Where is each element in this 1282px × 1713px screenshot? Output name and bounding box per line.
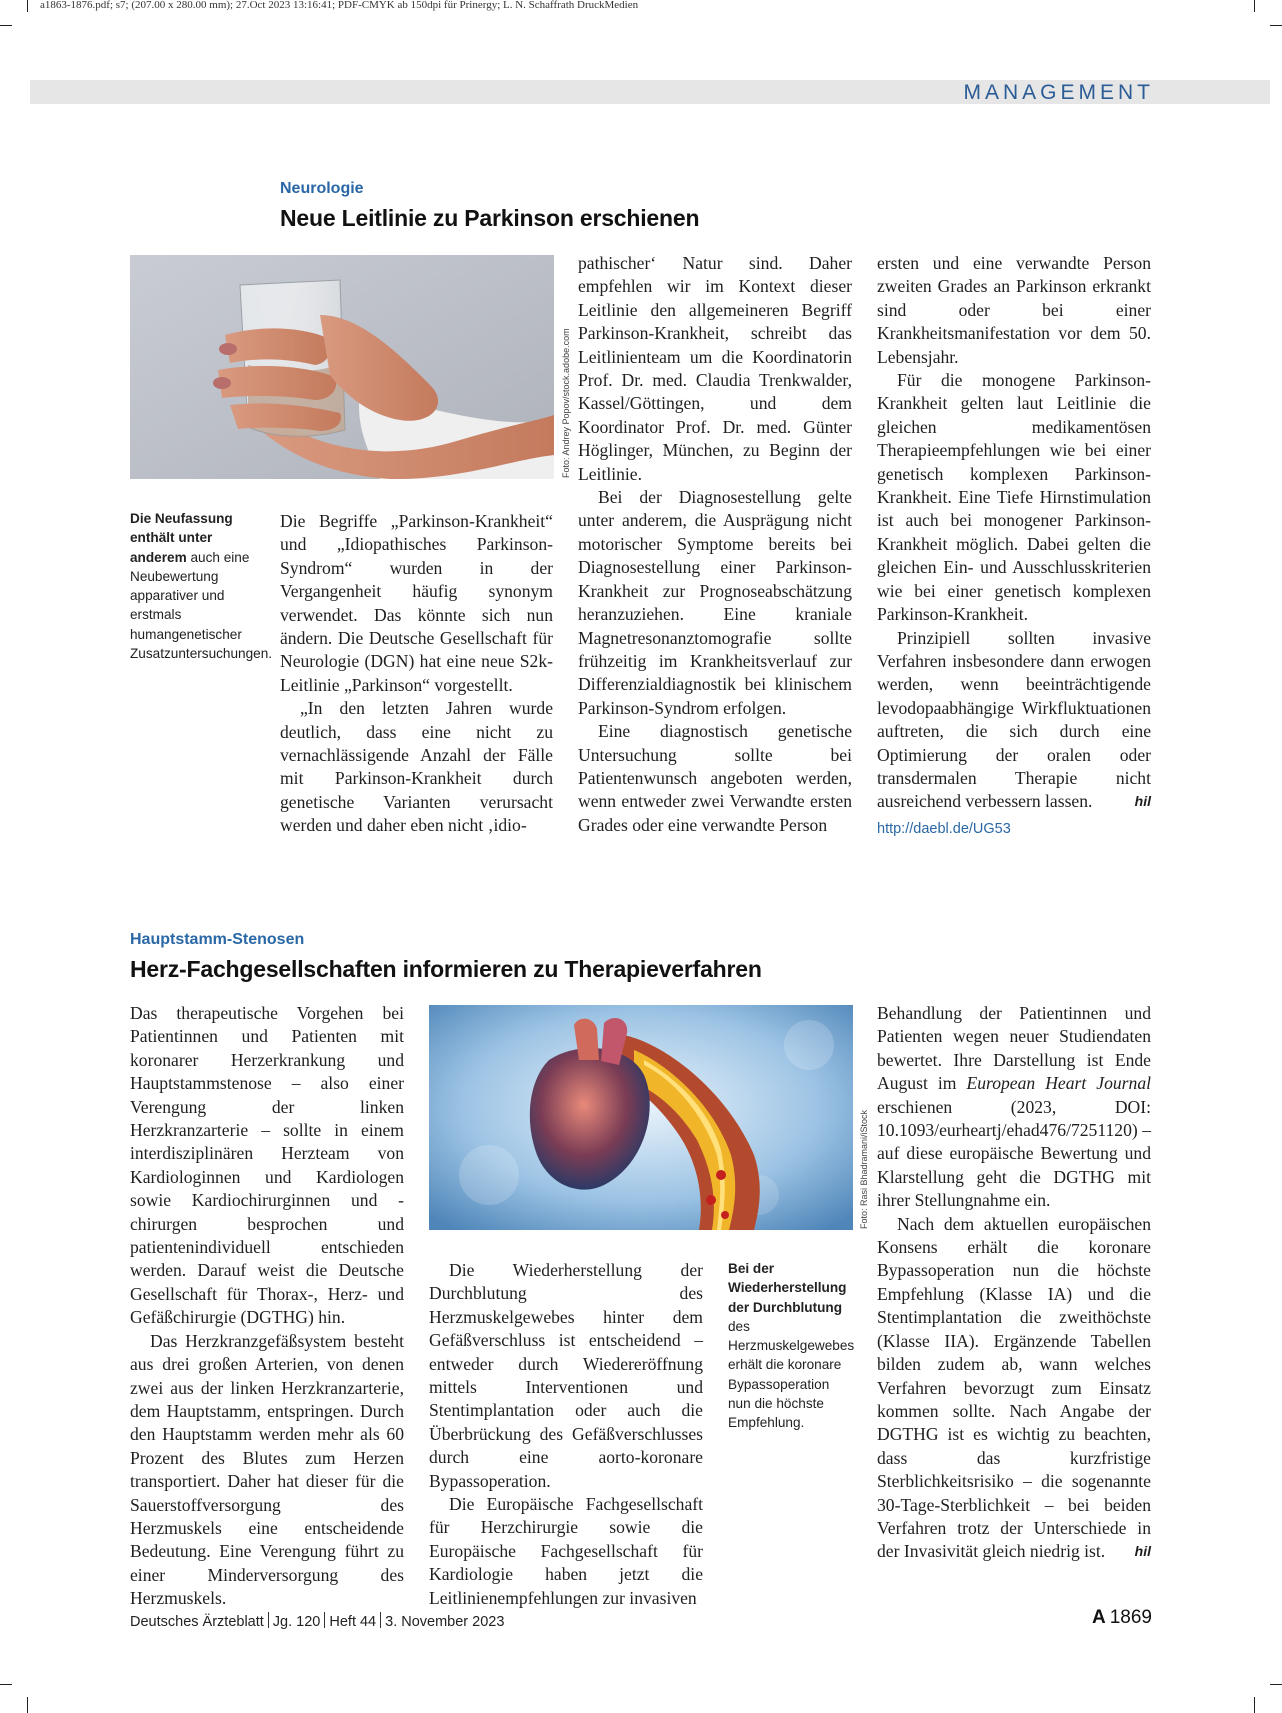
paragraph: Das therapeutische Vorgehen bei Patientinnen und Patienten mit koronarer Herzerkrankung und Hauptstammstenose – also einer Verengung der linken Herzkranzarterie – sollte in einem interdisziplinären Herzteam von Kardiologinnen und Kardiologen sowie Kardiochirurginnen und -chirurgen besprochen und patientenindividuell entschieden werden. Darauf weist die Deutsche Gesellschaft für Thorax-, Herz- und Gefäßchirurgie (DGTHG) hin. [130, 1003, 404, 1328]
section-label: MANAGEMENT [963, 81, 1154, 104]
footer-volume: Jg. 120 [272, 1614, 321, 1630]
paragraph: Die Europäische Fachgesellschaft für Herzchirurgie sowie die Europäische Fachgesellschaft für Kardiologie haben jetzt die Leitlinienempfehlungen zur invasiven [429, 1494, 703, 1608]
paragraph: Eine diagnostisch genetische Untersuchung sollte bei Patientenwunsch angeboten werden, wenn entweder zwei Verwandte ersten Grades oder eine verwandte Person [578, 721, 852, 835]
paragraph-text: erschienen (2023, DOI: 10.1093/eurheartj/ehad476/7251120) – auf diese europäische Bewertung und Klarstellung geht die DGTHG mit ihrer Stellungnahme ein. [877, 1096, 1151, 1211]
paragraph: Für die monogene Parkinson-Krankheit gelten laut Leitlinie die gleichen medikamentösen Therapieempfehlungen wie bei einer genetisch komplexen Parkinson-Krankheit. Eine Tiefe Hirnstimulation ist auch bei monogener Parkinson-Krankheit möglich. Dabei gelten die gleichen Ein- und Ausschlusskriterien wie bei einer genetisch komplexen Parkinson-Krankheit. [877, 370, 1151, 625]
paragraph: Die Wiederherstellung der Durchblutung des Herzmuskelgewebes hinter dem Gefäßverschluss ist entscheidend – entweder durch Wiedereröffnung mittels Interventionen und Stentimplantation oder auch die Überbrückung des Gefäßverschlusses durch eine aorto-koronare Bypassoperation. [429, 1260, 703, 1491]
article2-column-3 [877, 1002, 1151, 1564]
print-slug-line: a1863-1876.pdf; s7; (207.00 x 280.00 mm); 27.Oct 2023 13:16:41; PDF-CMYK ab 150dpi für Prinergy; L. N. Schaffrath DruckMedien [40, 0, 639, 11]
footer-separator [268, 1612, 269, 1628]
footer-separator [380, 1612, 381, 1628]
crop-mark [1270, 25, 1282, 26]
journal-name: European Heart Journal [966, 1073, 1152, 1094]
author-signature: hil [1134, 1543, 1151, 1560]
author-signature: hil [1134, 793, 1151, 810]
crop-mark [0, 1684, 12, 1685]
paragraph: ersten und eine verwandte Person zweiten Grades an Parkinson erkrankt sind oder bei einer Krankheitsmanifestation vor dem 50. Lebensjahr. [877, 253, 1151, 367]
article1-caption [130, 509, 273, 663]
article1-kicker: Neurologie [280, 180, 364, 197]
article1-headline: Neue Leitlinie zu Parkinson erschienen [280, 205, 700, 231]
paragraph-text: Nach dem aktuellen europäischen Konsens erhält die koronare Bypassoperation nun die höchste Empfehlung (Klasse IA) und die Stentimplantation die zweithöchste (Klasse IIA). Ergänzende Tabellen bilden zudem ab, wann welches Verfahren bevorzugt zum Einsatz kommen sollte. Nach Angabe der DGTHG ist es wichtig zu beachten, dass das kurzfristige Sterblichkeitsrisiko – die sogenannte 30-Tage-Sterblichkeit – bei beiden Verfahren trotz der Unterschiede in der Invasivität gleich niedrig ist. [877, 1213, 1151, 1562]
crop-mark [27, 1697, 28, 1713]
paragraph [877, 627, 1151, 814]
paragraph [877, 1002, 1151, 1213]
crop-mark [1270, 1684, 1282, 1685]
footer-journal: Deutsches Ärzteblatt [130, 1614, 264, 1630]
article1-photo-hand-with-glass [130, 255, 554, 479]
article2-photo-credit: Foto: Rasi Bhadramani/iStock [859, 1109, 869, 1229]
article1-photo-credit: Foto: Andrey Popov/stock.adobe.com [561, 328, 571, 478]
paragraph: „In den letzten Jahren wurde deutlich, dass eine nicht zu vernachlässigende Anzahl der Fälle mit Parkinson-Krankheit durch genetische Varianten verursacht werden und daher eben nicht ‚idio- [280, 698, 553, 836]
article1-link[interactable]: http://daebl.de/UG53 [877, 820, 1011, 837]
paragraph [877, 1213, 1151, 1564]
paragraph: pathischer‘ Natur sind. Daher empfehlen wir im Kontext dieser Leitlinie den allgemeineren Begriff Parkinson-Krankheit, schreibt das Leitlinienteam um die Koordinatorin Prof. Dr. med. Claudia Trenkwalder, Kassel/Göttingen, und dem Koordinator Prof. Dr. med. Günter Höglinger, München, zu Beginn der Leitlinie. [578, 253, 852, 484]
crop-mark [27, 0, 28, 12]
article2-kicker: Hauptstamm-Stenosen [130, 931, 305, 948]
article2-column-1 [130, 1002, 404, 1611]
paragraph: Die Begriffe „Parkinson-Krankheit“ und „Idiopathisches Parkinson-Syndrom“ wurden in der Vergangenheit häufig synonym verwendet. Das könnte sich nun ändern. Die Deutsche Gesellschaft für Neurologie (DGN) hat eine neue S2k-Leitlinie „Parkinson“ vorgestellt. [280, 511, 553, 695]
crop-mark [1254, 1697, 1255, 1713]
crop-mark [1254, 0, 1255, 12]
page-number-value: 1869 [1109, 1607, 1152, 1628]
article1-column-2 [578, 252, 852, 837]
article2-photo-heart-illustration [429, 1005, 853, 1230]
article1-column-1 [280, 510, 553, 838]
article1-caption-lead: Die Neufassung enthält unter anderem [130, 511, 233, 565]
footer-date: 3. November 2023 [385, 1614, 505, 1630]
article2-caption-lead: Bei der Wiederherstellung der Durchblutung [728, 1261, 847, 1315]
article2-column-2 [429, 1259, 703, 1610]
footer-publication-info [130, 1612, 504, 1630]
article2-headline: Herz-Fachgesellschaften informieren zu Therapieverfahren [130, 956, 762, 982]
footer-issue: Heft 44 [329, 1614, 377, 1630]
article1-column-3 [877, 252, 1151, 841]
article2-caption-text: des Herzmuskelgewebes erhält die koronare Bypassoperation nun die höchste Empfehlung. [728, 1318, 855, 1431]
footer-separator [324, 1612, 325, 1628]
article1-caption-text: auch eine Neubewertung apparativer und erstmals humangenetischer Zusatzuntersuchungen. [130, 549, 273, 662]
paragraph: Bei der Diagnosestellung gelte unter anderem, die Ausprägung nicht motorischer Symptome bereits bei Diagnosestellung einer Parkinson-Krankheit zur Prognoseabschätzung heranzuziehen. Eine kraniale Magnetresonanztomografie sollte frühzeitig im Krankheitsverlauf zur Differenzialdiagnostik bei klinischem Parkinson-Syndrom erfolgen. [578, 487, 852, 718]
page-prefix: A [1091, 1607, 1106, 1628]
paragraph: Das Herzkranzgefäßsystem besteht aus drei großen Arterien, von denen zwei aus der linken Herzkranzarterie, dem Hauptstamm, entspringen. Durch den Hauptstamm werden mehr als 60 Prozent des Blutes zum Herzen transportiert. Daher hat dieser für die Sauerstoffversorgung des Herzmuskels eine entscheidende Bedeutung. Eine Verengung führt zu einer Minderversorgung des Herzmuskels. [130, 1330, 404, 1609]
article2-caption [728, 1259, 855, 1433]
page-number [1092, 1607, 1152, 1629]
paragraph-text: Behandlung der Patientinnen und Patienten wegen neuer Studiendaten bewertet. Ihre Darstellung ist Ende August im [877, 1003, 1151, 1094]
paragraph-text: Prinzipiell sollten invasive Verfahren insbesondere dann erwogen werden, wenn beeinträchtigende levodopaabhängige Wirkfluktuationen auftreten, die sich durch eine Optimierung der oralen oder transdermalen Therapie nicht ausreichend verbessern lassen. [877, 627, 1151, 812]
crop-mark [0, 25, 12, 26]
